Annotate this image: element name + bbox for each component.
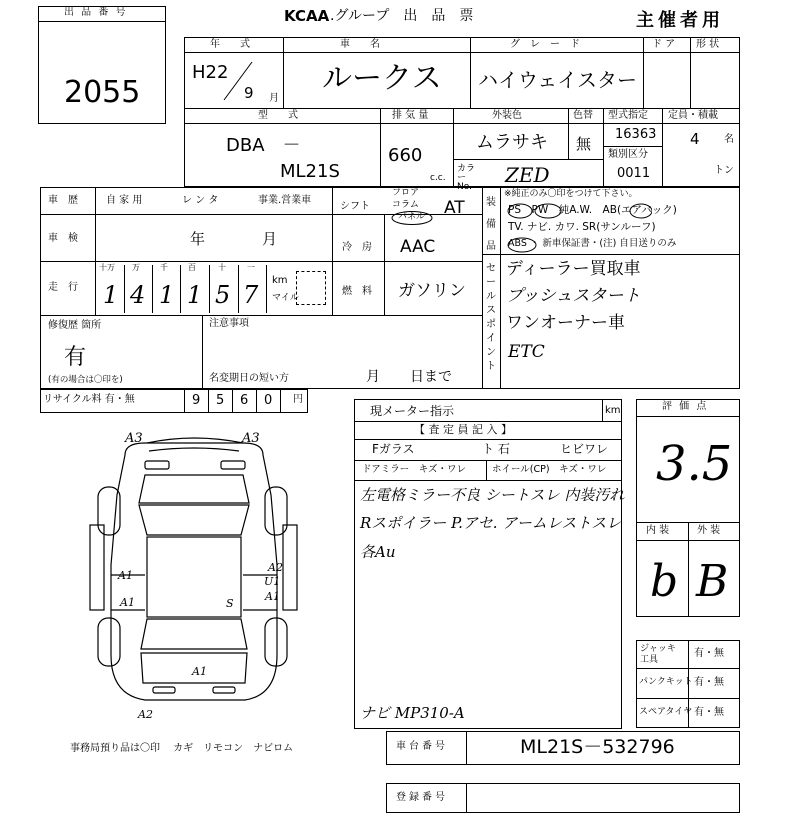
equipment-line2: TV. ナビ. カワ. SR(サンルーフ) bbox=[508, 221, 656, 233]
sales-point-1: ディーラー買取車 bbox=[506, 259, 641, 279]
displacement-label: 排 気 量 bbox=[392, 110, 429, 121]
equipment-line3: ABS ・ 新車保証書・(注) 自目送りのみ bbox=[508, 238, 677, 249]
sales-point-3: ワンオーナー車 bbox=[506, 313, 625, 333]
caution-label: 注意事項 bbox=[209, 318, 249, 329]
type-designation-label: 型式指定 bbox=[608, 110, 648, 121]
acc-puncture-label: パンクキット bbox=[639, 677, 693, 687]
digit-1: 7 bbox=[243, 281, 259, 309]
name-label: 車 名 bbox=[340, 39, 380, 50]
rating-score: 3.5 bbox=[656, 436, 733, 492]
inspector-note-3: 各Au bbox=[360, 543, 396, 561]
deadline-day: 日まで bbox=[410, 369, 452, 385]
mark-a3-right: A3 bbox=[242, 431, 260, 446]
model-label: 型 式 bbox=[258, 110, 298, 121]
mile-box bbox=[296, 271, 326, 305]
recycle-digit-4: 0 bbox=[264, 393, 273, 408]
recycle-label: リサイクル料 有・無 bbox=[43, 394, 135, 405]
acc-spare-value: 有・無 bbox=[694, 707, 724, 718]
shift-option-column: コラム bbox=[392, 200, 419, 210]
repaint-value: 無 bbox=[576, 135, 592, 153]
recycle-digit-1: 9 bbox=[192, 393, 201, 408]
shift-option-panel: パネル bbox=[398, 212, 426, 222]
year-label: 年 式 bbox=[210, 39, 250, 50]
load-unit: トン bbox=[714, 165, 734, 176]
lot-number: 2055 bbox=[64, 75, 141, 110]
fuel-label: 燃 料 bbox=[342, 286, 372, 297]
digit-10k: 4 bbox=[130, 281, 146, 309]
repair-value: 有 bbox=[64, 345, 87, 370]
hood bbox=[139, 475, 249, 503]
sales-point-4: ETC bbox=[508, 342, 545, 362]
glass-label: Fガラス bbox=[372, 442, 415, 456]
glass-value1: ト 石 bbox=[482, 442, 510, 456]
category-value: 0011 bbox=[617, 166, 651, 181]
rating-label: 評 価 点 bbox=[662, 401, 709, 412]
inspector-title: 【 査 定 員 記 入 】 bbox=[414, 423, 512, 436]
interior-label: 内 装 bbox=[646, 525, 670, 536]
mark-a2-rear: A2 bbox=[138, 708, 153, 721]
mark-a1-rear: A1 bbox=[192, 665, 207, 678]
type-designation-value: 16363 bbox=[615, 127, 657, 142]
deadline-month: 月 bbox=[366, 369, 380, 385]
mark-a1-left-rear: A1 bbox=[120, 596, 135, 609]
equipment-label: 装 備 品 bbox=[486, 197, 496, 252]
digit-label-10: 十 bbox=[218, 263, 226, 272]
usage-option-rental: レ ン タ bbox=[182, 195, 219, 206]
mark-u1: U1 bbox=[264, 575, 281, 588]
grade-label: グ レ ー ド bbox=[510, 39, 580, 50]
shift-label: シフト bbox=[340, 201, 370, 212]
digit-label-100k: 十万 bbox=[99, 263, 115, 272]
usage-option-business: 事業.営業車 bbox=[258, 195, 312, 206]
recycle-digit-2: 5 bbox=[216, 393, 225, 408]
keys-note: 事務局預り品は〇印 カギ リモコン ナビロム bbox=[70, 743, 294, 754]
mark-a1-left-front: A1 bbox=[118, 569, 133, 582]
equipment-line1: PS PW 純A.W. AB(エアバック) bbox=[508, 204, 677, 216]
mark-a3-left: A3 bbox=[125, 431, 143, 446]
acc-spare-label: スペアタイヤ bbox=[639, 707, 693, 717]
windshield bbox=[139, 505, 249, 535]
car-body bbox=[111, 443, 277, 700]
category-label: 類別区分 bbox=[608, 149, 648, 160]
exterior-grade: B bbox=[696, 556, 729, 607]
fuel-value: ガソリン bbox=[398, 281, 466, 301]
aircon-value: AAC bbox=[400, 237, 436, 257]
inspection-label: 車 検 bbox=[48, 233, 78, 244]
digit-1k: 1 bbox=[159, 281, 175, 309]
shift-value: AT bbox=[444, 198, 465, 218]
registration-label: 登録番号 bbox=[396, 792, 448, 803]
digit-label-1: 一 bbox=[247, 263, 255, 272]
glass-value2: ヒビワレ bbox=[560, 442, 609, 456]
door-label: ド ア bbox=[652, 39, 676, 50]
shift-option-floor: フロア bbox=[392, 188, 420, 198]
usage-label: 車 歴 bbox=[48, 195, 78, 206]
sales-point-2: プッシュスタート bbox=[506, 286, 641, 306]
repair-note: (有の場合は〇印を) bbox=[48, 375, 123, 385]
mark-a1-right-front: A1 bbox=[265, 590, 280, 603]
wheel-label: ホイール(CP) キズ・ワレ bbox=[492, 464, 607, 475]
digit-10: 5 bbox=[215, 281, 231, 309]
displacement-value: 660 bbox=[388, 145, 423, 166]
equipment-circles bbox=[502, 200, 652, 256]
month-unit: 月 bbox=[269, 93, 279, 104]
mirror-label: ドアミラー キズ・ワレ bbox=[362, 464, 467, 475]
rear-window bbox=[141, 619, 247, 649]
panel-circle bbox=[390, 210, 434, 226]
mark-s: S bbox=[226, 597, 234, 610]
aircon-label: 冷 房 bbox=[342, 242, 372, 253]
acc-jack-label: ジャッキ 工具 bbox=[640, 644, 676, 665]
inspection-month: 月 bbox=[262, 230, 278, 248]
mileage-label: 走 行 bbox=[48, 282, 78, 293]
inspector-note-1: 左電格ミラー不良 シートスレ 内装汚れ bbox=[360, 486, 625, 504]
model-code: ML21S bbox=[280, 161, 340, 182]
vehicle-name: ルークス bbox=[322, 61, 442, 96]
deadline-label: 名変期日の短い方 bbox=[209, 373, 289, 384]
header-title: .グループ 出 品 票 bbox=[330, 8, 474, 24]
mileage-digits bbox=[95, 261, 267, 315]
left-side bbox=[90, 525, 104, 610]
cc-unit: c.c. bbox=[430, 173, 446, 183]
chassis-label: 車台番号 bbox=[396, 741, 448, 752]
inspector-nav: ナビ MP310-A bbox=[360, 704, 465, 722]
chassis-number: ML21S－532796 bbox=[520, 736, 675, 758]
meter-label: 現メーター指示 bbox=[370, 404, 455, 418]
sales-point-label: セールスポイント bbox=[486, 263, 496, 372]
lot-label: 出 品 番 号 bbox=[64, 7, 128, 18]
organizer-label: 主催者用 bbox=[636, 10, 724, 31]
inspection-year: 年 bbox=[190, 230, 206, 248]
inspector-note-2: Rスポイラー P.アセ. アームレストスレ bbox=[360, 514, 622, 532]
right-headlight bbox=[221, 461, 245, 469]
equipment-note: ※純正のみ〇印をつけて下さい。 bbox=[504, 189, 638, 199]
digit-label-1k: 千 bbox=[160, 263, 168, 272]
recycle-unit: 円 bbox=[293, 394, 303, 405]
meter-unit: km bbox=[605, 405, 621, 416]
capacity-label: 定員・積載 bbox=[668, 110, 718, 121]
right-side bbox=[283, 525, 297, 610]
acc-puncture-value: 有・無 bbox=[694, 677, 724, 688]
year-month: 9 bbox=[244, 84, 254, 102]
digit-label-10k: 万 bbox=[132, 263, 140, 272]
capacity-value: 4 bbox=[690, 130, 700, 148]
exterior-label: 外 装 bbox=[697, 525, 721, 536]
repair-label: 修復歴 箇所 bbox=[48, 320, 102, 331]
mileage-unit-km: km bbox=[272, 275, 288, 286]
model-prefix: DBA － bbox=[226, 135, 301, 156]
color-no-value: ZED bbox=[505, 163, 550, 187]
year-era: H22 bbox=[192, 62, 229, 83]
vehicle-grade: ハイウェイスター bbox=[478, 68, 637, 92]
digit-100: 1 bbox=[187, 281, 203, 309]
shape-label: 形 状 bbox=[696, 39, 720, 50]
digit-label-100: 百 bbox=[188, 263, 196, 272]
usage-option-private: 自 家 用 bbox=[106, 195, 143, 206]
capacity-unit: 名 bbox=[724, 134, 734, 145]
mileage-unit-mile: マイル bbox=[272, 293, 299, 303]
rear-left-wheel bbox=[98, 618, 120, 666]
recycle-digit-3: 6 bbox=[240, 393, 249, 408]
color-label: 外装色 bbox=[492, 110, 522, 121]
color-value: ムラサキ bbox=[476, 132, 548, 153]
front-right-wheel bbox=[265, 487, 287, 535]
interior-grade: b bbox=[650, 556, 679, 607]
header-brand: KCAA bbox=[284, 7, 330, 25]
color-no-label: カラー No. bbox=[457, 164, 476, 192]
left-headlight bbox=[145, 461, 169, 469]
mark-a2-right-front: A2 bbox=[268, 561, 283, 574]
rear-right-wheel bbox=[265, 618, 287, 666]
repaint-label: 色替 bbox=[573, 110, 593, 121]
digit-100k: 1 bbox=[103, 281, 119, 309]
acc-jack-value: 有・無 bbox=[694, 648, 724, 659]
